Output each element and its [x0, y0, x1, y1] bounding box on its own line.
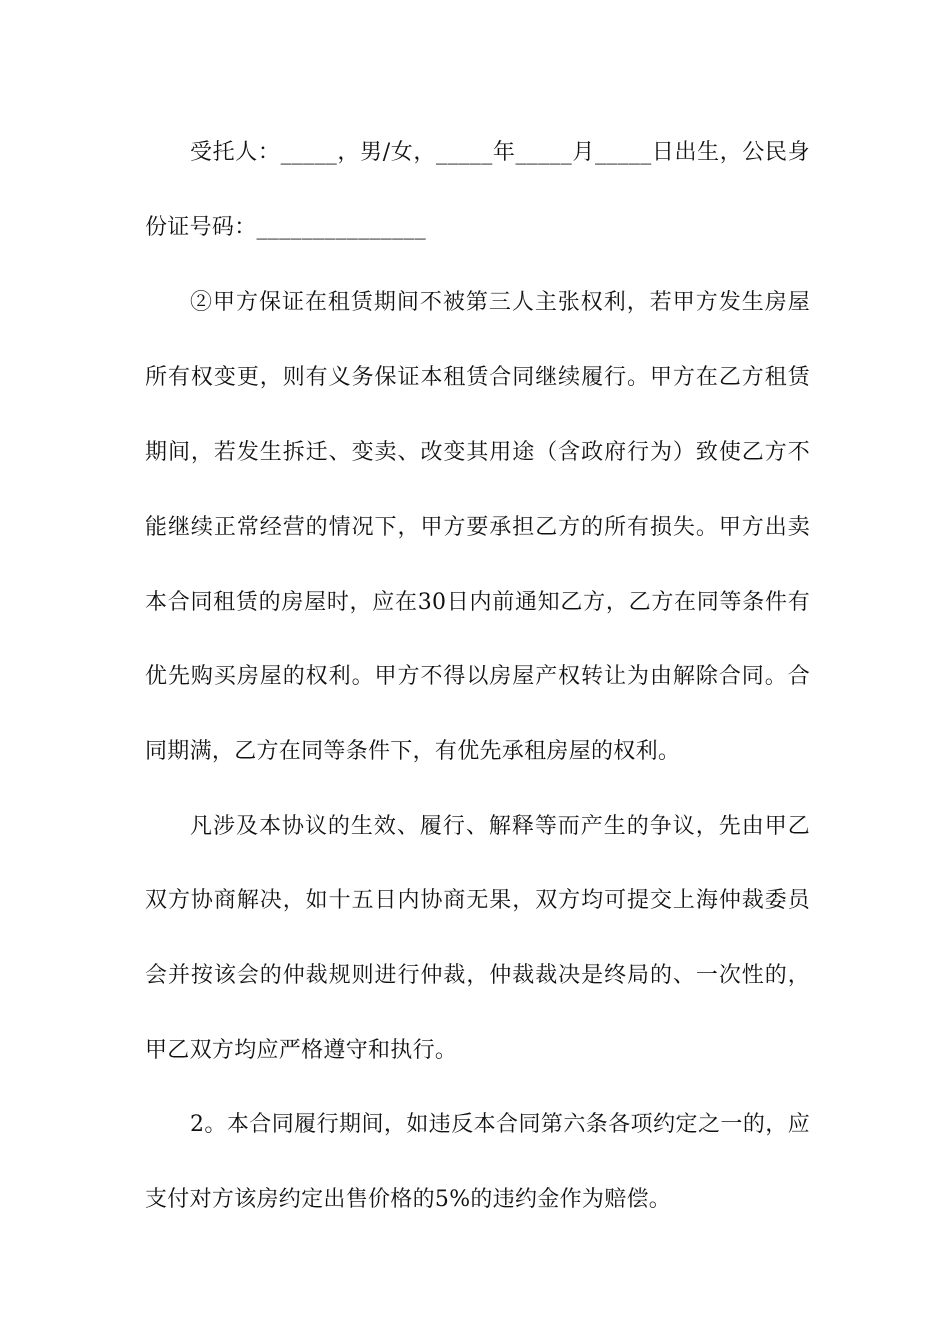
clause-2-circled-line-3: 期间，若发生拆迁、变卖、改变其用途（含政府行为）致使乙方不	[145, 440, 810, 465]
clause-2-breach-line-2: 支付对方该房约定出售价格的5%的违约金作为赔偿。	[145, 1187, 672, 1212]
dispute-resolution-line-4: 甲乙双方均应严格遵守和执行。	[145, 1038, 458, 1063]
clause-2-circled-line-2: 所有权变更，则有义务保证本租赁合同继续履行。甲方在乙方租赁	[145, 365, 810, 390]
trustee-info-line-2: 份证号码：_______________	[145, 215, 427, 240]
clause-2-circled-line-5: 本合同租赁的房屋时，应在30日内前通知乙方，乙方在同等条件有	[145, 590, 810, 615]
clause-2-breach-line-1: 2。本合同履行期间，如违反本合同第六条各项约定之一的，应	[190, 1112, 810, 1137]
trustee-info-line-1: 受托人：_____，男/女，_____年_____月_____日出生，公民身	[190, 140, 810, 165]
dispute-resolution-line-2: 双方协商解决，如十五日内协商无果，双方均可提交上海仲裁委员	[145, 888, 810, 913]
clause-2-circled-line-4: 能继续正常经营的情况下，甲方要承担乙方的所有损失。甲方出卖	[145, 515, 810, 540]
dispute-resolution-line-1: 凡涉及本协议的生效、履行、解释等而产生的争议，先由甲乙	[190, 814, 810, 839]
clause-2-circled-line-1: ②甲方保证在租赁期间不被第三人主张权利，若甲方发生房屋	[190, 290, 810, 315]
clause-2-circled-line-7: 同期满，乙方在同等条件下，有优先承租房屋的权利。	[145, 739, 681, 764]
dispute-resolution-line-3: 会并按该会的仲裁规则进行仲裁，仲裁裁决是终局的、一次性的，	[145, 963, 810, 988]
clause-2-circled-line-6: 优先购买房屋的权利。甲方不得以房屋产权转让为由解除合同。合	[145, 664, 810, 689]
